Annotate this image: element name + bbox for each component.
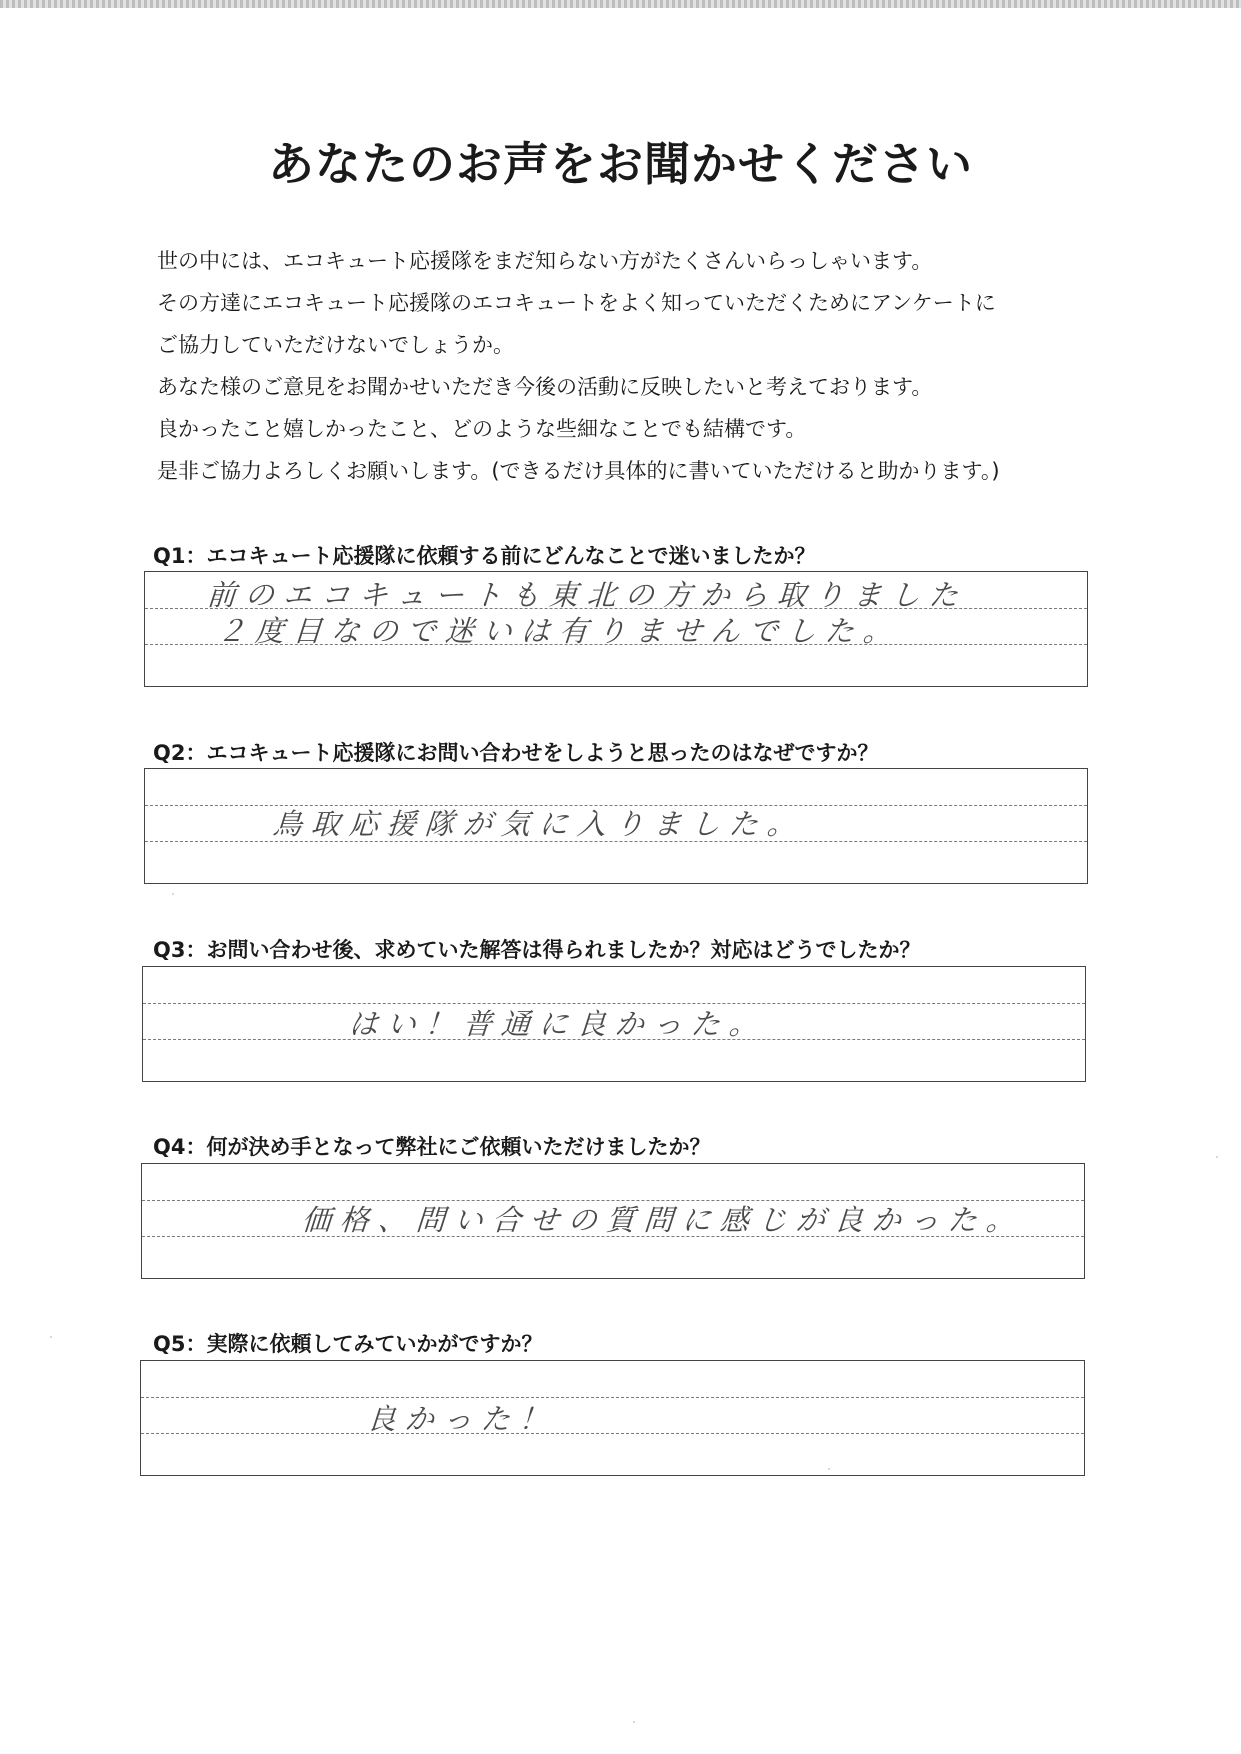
page-title: あなたのお声をお聞かせください — [268, 137, 973, 191]
question-1-label: Q1：エコキュート応援隊に依頼する前にどんなことで迷いましたか？ — [153, 544, 816, 568]
handwritten-answer: 価格、問い合せの質問に感じが良かった。 — [300, 1203, 1026, 1237]
answer-box-1 — [144, 571, 1088, 687]
handwritten-answer: 鳥取応援隊が気に入りました。 — [271, 807, 807, 841]
answer-rule — [141, 1433, 1084, 1434]
intro-line: 是非ご協力よろしくお願いします。(できるだけ具体的に書いていただけると助かります。) — [157, 459, 1000, 483]
answer-box-4 — [141, 1163, 1085, 1279]
intro-line: その方達にエコキュート応援隊のエコキュートをよく知っていただくためにアンケートに — [157, 291, 996, 315]
intro-line: 世の中には、エコキュート応援隊をまだ知らない方がたくさんいらっしゃいます。 — [157, 249, 933, 273]
answer-box-5 — [140, 1360, 1085, 1476]
answer-box-3 — [142, 966, 1086, 1082]
handwritten-answer: 前のエコキュートも東北の方から取りました — [205, 578, 969, 612]
question-2-label: Q2：エコキュート応援隊にお問い合わせをしようと思ったのはなぜですか？ — [153, 741, 879, 765]
handwritten-answer: はい！普通に良かった。 — [347, 1007, 769, 1041]
scan-top-edge — [0, 0, 1241, 8]
intro-line: あなた様のご意見をお聞かせいただき今後の活動に反映したいと考えております。 — [157, 375, 933, 399]
handwritten-answer: 良かった！ — [365, 1402, 559, 1436]
intro-line: ご協力していただけないでしょうか。 — [157, 333, 514, 357]
question-4-label: Q4：何が決め手となって弊社にご依頼いただけましたか？ — [153, 1135, 711, 1159]
intro-text — [157, 240, 1097, 492]
answer-rule — [141, 1397, 1084, 1398]
question-5-label: Q5：実際に依頼してみていかがですか？ — [153, 1332, 543, 1356]
answer-box-2 — [144, 768, 1088, 884]
handwritten-answer: ２度目なので迷いは有りませんでした。 — [215, 614, 903, 648]
question-3-label: Q3：お問い合わせ後、求めていた解答は得られましたか？対応はどうでしたか？ — [153, 938, 921, 962]
intro-line: 良かったこと嬉しかったこと、どのような些細なことでも結構です。 — [157, 417, 807, 441]
